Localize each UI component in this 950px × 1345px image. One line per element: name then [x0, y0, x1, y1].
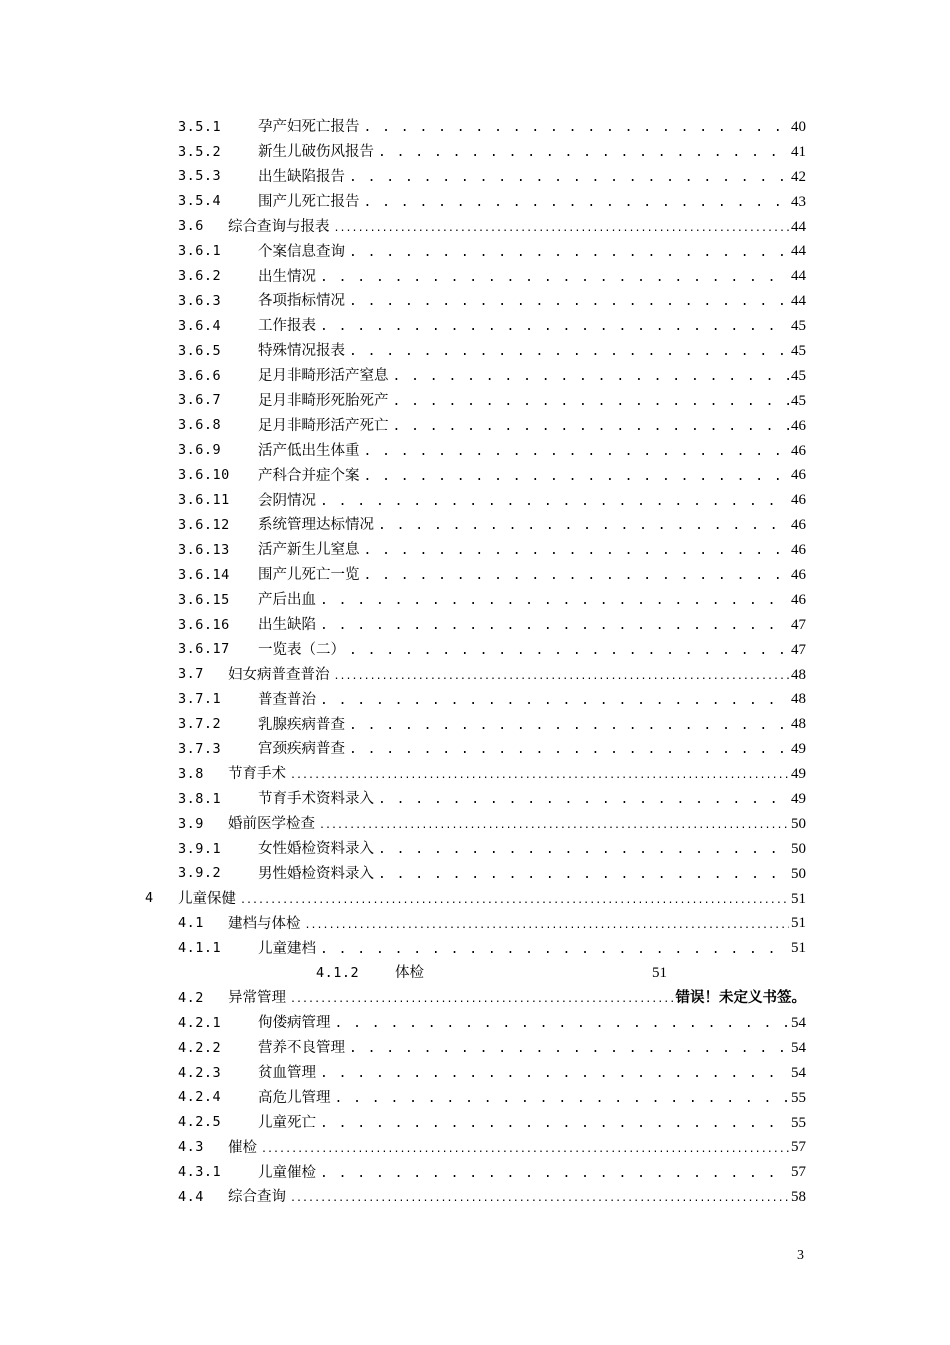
toc-entry[interactable]	[0, 563, 950, 588]
toc-entry-title: 节育手术资料录入	[258, 791, 374, 808]
toc-entry-number: 4	[145, 890, 154, 907]
toc-entry-title: 孕产妇死亡报告	[258, 119, 360, 136]
toc-entry-number: 4.2.4	[178, 1089, 222, 1106]
toc-entry-page: 49	[791, 741, 806, 758]
toc-entry-page: 44	[791, 243, 806, 260]
toc-entry-page: 57	[791, 1139, 806, 1156]
toc-entry-page: 47	[791, 616, 806, 633]
toc-entry[interactable]	[0, 339, 950, 364]
dot-leader	[319, 817, 789, 832]
toc-entry-page: 43	[791, 193, 806, 210]
dot-leader	[393, 419, 790, 434]
toc-entry-title: 工作报表	[258, 318, 316, 335]
dot-leader	[320, 618, 789, 633]
toc-entry-number: 4.2	[178, 989, 204, 1006]
dot-leader	[334, 220, 790, 235]
dot-leader	[378, 518, 789, 533]
toc-entry-title: 综合查询	[228, 1189, 286, 1206]
toc-entry[interactable]	[0, 439, 950, 464]
dot-leader	[364, 543, 790, 558]
dot-leader	[320, 319, 789, 334]
toc-entry-number: 4.2.5	[178, 1114, 222, 1131]
dot-leader	[335, 1016, 790, 1031]
toc-entry-page: 48	[791, 716, 806, 733]
toc-entry-number: 3.9.2	[178, 865, 222, 882]
dot-leader	[364, 444, 790, 459]
dot-leader	[320, 1066, 789, 1081]
toc-entry-number: 3.7.3	[178, 740, 222, 757]
toc-entry-title: 婚前医学检查	[228, 816, 315, 833]
toc-entry-number: 3.5.1	[178, 118, 222, 135]
toc-entry[interactable]	[0, 414, 950, 439]
toc-entry-title: 宫颈疾病普查	[258, 741, 345, 758]
toc-entry-number: 4.2.2	[178, 1039, 222, 1056]
toc-entry-page: 45	[791, 318, 806, 335]
toc-entry[interactable]	[0, 1086, 950, 1111]
toc-entry-number: 3.6.1	[178, 243, 222, 260]
toc-entry-page: 54	[791, 1015, 806, 1031]
dot-leader	[334, 668, 790, 683]
toc-entry-title: 特殊情况报表	[258, 343, 345, 360]
toc-entry-title: 围产儿死亡一览	[258, 567, 360, 584]
toc-entry-page: 45	[791, 367, 806, 384]
toc-entry-number: 3.9.1	[178, 840, 222, 857]
toc-entry-title: 贫血管理	[258, 1065, 316, 1082]
toc-entry-title: 足月非畸形活产死亡	[258, 417, 389, 434]
toc-entry-page: 48	[791, 666, 806, 683]
toc-entry-number: 3.6.3	[178, 292, 222, 309]
dot-leader	[349, 718, 789, 733]
dot-leader	[364, 469, 790, 484]
dot-leader	[364, 568, 790, 583]
toc-entry-number: 3.6	[178, 218, 204, 235]
toc-entry-number: 4.4	[178, 1188, 204, 1205]
dot-leader	[364, 195, 790, 210]
toc-entry[interactable]	[0, 961, 950, 986]
toc-entry-title: 男性婚检资料录入	[258, 865, 374, 882]
toc-entry-number: 3.6.17	[178, 641, 230, 658]
toc-entry-page: 46	[791, 467, 806, 484]
toc-entry-page: 49	[791, 790, 806, 807]
toc-entry-number: 3.7.2	[178, 716, 222, 733]
toc-entry-page: 46	[791, 492, 806, 509]
toc-entry-page: 51	[791, 915, 806, 932]
toc-entry[interactable]	[0, 862, 950, 887]
toc-entry-number: 3.6.8	[178, 417, 222, 434]
toc-entry-page: 41	[791, 143, 806, 160]
toc-entry-title: 围产儿死亡报告	[258, 193, 360, 210]
table-of-contents	[0, 115, 950, 1210]
toc-entry-title: 产后出血	[258, 592, 316, 609]
toc-entry-title: 建档与体检	[228, 915, 301, 932]
toc-entry-page: 40	[791, 118, 806, 135]
toc-entry-page: 47	[791, 641, 806, 658]
toc-entry-number: 4.3.1	[178, 1164, 222, 1181]
toc-entry[interactable]	[0, 837, 950, 862]
toc-entry-title: 节育手术	[228, 766, 286, 783]
toc-entry[interactable]	[0, 762, 950, 787]
dot-leader	[349, 344, 789, 359]
toc-entry-page: 44	[791, 293, 806, 310]
toc-entry-number: 3.6.9	[178, 442, 222, 459]
dot-leader	[240, 892, 789, 907]
toc-entry[interactable]	[0, 314, 950, 339]
toc-entry[interactable]	[0, 239, 950, 264]
toc-entry-title: 儿童催检	[258, 1164, 316, 1181]
toc-entry[interactable]	[0, 190, 950, 215]
toc-entry-page: 44	[791, 268, 806, 285]
toc-entry-number: 3.9	[178, 815, 204, 832]
toc-entry[interactable]	[0, 737, 950, 762]
toc-entry[interactable]	[0, 488, 950, 513]
toc-entry-page: 46	[791, 566, 806, 583]
toc-entry[interactable]	[0, 936, 950, 961]
toc-entry-page: 50	[791, 865, 806, 882]
toc-entry[interactable]	[0, 1061, 950, 1086]
toc-entry[interactable]	[0, 663, 950, 688]
toc-entry-number: 3.6.7	[178, 392, 222, 409]
toc-entry-page: 57	[791, 1164, 806, 1181]
toc-entry[interactable]	[0, 912, 950, 937]
toc-entry-page: 46	[791, 517, 806, 534]
toc-entry-number: 3.6.5	[178, 342, 222, 359]
toc-entry-page: 51	[791, 940, 806, 957]
dot-leader	[349, 643, 789, 658]
toc-entry-title: 异常管理	[228, 990, 286, 1007]
toc-entry-page: 58	[791, 1189, 806, 1206]
toc-entry-title: 出生缺陷	[258, 617, 316, 633]
toc-entry-title: 综合查询与报表	[228, 218, 330, 235]
toc-entry-number: 4.1	[178, 915, 204, 932]
toc-entry[interactable]	[0, 638, 950, 663]
dot-leader	[290, 1190, 789, 1205]
toc-entry-number: 4.3	[178, 1139, 204, 1156]
toc-entry-title: 高危儿管理	[258, 1089, 331, 1106]
toc-entry-title: 营养不良管理	[258, 1040, 345, 1057]
toc-entry[interactable]	[0, 1185, 950, 1210]
toc-entry-title: 一览表（二）	[258, 641, 345, 658]
toc-entry[interactable]	[0, 463, 950, 488]
toc-entry-page: 46	[791, 417, 806, 434]
dot-leader	[364, 120, 790, 135]
toc-entry-page: 48	[791, 691, 806, 708]
toc-entry-number: 4.1.1	[178, 940, 222, 957]
toc-entry-number: 3.6.16	[178, 616, 230, 633]
toc-entry-page: 50	[791, 815, 806, 832]
dot-leader	[393, 369, 790, 384]
toc-entry-page: 51	[791, 890, 806, 907]
toc-entry[interactable]	[0, 613, 950, 638]
toc-entry-title: 新生儿破伤风报告	[258, 144, 374, 161]
toc-entry-title: 足月非畸形死胎死产	[258, 392, 389, 409]
toc-entry-page: 45	[791, 392, 806, 409]
toc-entry-title: 女性婚检资料录入	[258, 841, 374, 858]
toc-entry-title: 活产新生儿窒息	[258, 542, 360, 559]
dot-leader	[393, 394, 790, 409]
toc-entry-number: 4.1.2	[316, 964, 360, 981]
toc-entry-number: 3.6.15	[178, 591, 230, 608]
toc-entry-title: 普查普治	[258, 691, 316, 708]
toc-entry[interactable]	[0, 264, 950, 289]
toc-entry[interactable]	[0, 812, 950, 837]
toc-entry-page: 54	[791, 1064, 806, 1081]
toc-entry-page: 44	[791, 218, 806, 235]
dot-leader	[290, 767, 789, 782]
page-number: 3	[797, 1248, 804, 1263]
toc-entry-page: 55	[791, 1114, 806, 1131]
toc-entry-number: 3.6.2	[178, 268, 222, 285]
toc-entry-title: 乳腺疾病普查	[258, 716, 345, 733]
dot-leader	[349, 1041, 789, 1056]
toc-entry[interactable]	[0, 140, 950, 165]
toc-entry-page: 46	[791, 591, 806, 608]
dot-leader	[320, 494, 789, 509]
toc-entry-title: 会阴情况	[258, 492, 316, 509]
toc-entry-number: 3.7	[178, 666, 204, 683]
dot-leader	[261, 1141, 789, 1156]
toc-entry[interactable]	[0, 538, 950, 563]
toc-entry-number: 3.6.13	[178, 541, 230, 558]
toc-entry-number: 3.6.14	[178, 566, 230, 583]
toc-entry-number: 3.5.3	[178, 168, 222, 185]
bookmark-error-text: 错误！未定义书签。	[675, 990, 806, 1007]
toc-entry[interactable]	[0, 1011, 950, 1036]
toc-entry[interactable]	[0, 215, 950, 240]
toc-entry[interactable]	[0, 787, 950, 812]
dot-leader	[378, 867, 789, 882]
toc-entry-page: 49	[791, 766, 806, 783]
toc-entry-page: 51	[652, 965, 667, 982]
toc-entry[interactable]	[0, 289, 950, 314]
toc-entry-number: 4.2.1	[178, 1014, 222, 1031]
toc-entry[interactable]	[0, 115, 950, 140]
dot-leader	[378, 145, 789, 160]
dot-leader	[349, 742, 789, 757]
toc-entry-title: 体检	[395, 965, 424, 982]
toc-entry[interactable]	[0, 986, 950, 1011]
toc-entry[interactable]	[0, 1036, 950, 1061]
toc-entry-title: 佝偻病管理	[258, 1015, 331, 1032]
dot-leader	[320, 1116, 789, 1131]
toc-entry[interactable]	[0, 513, 950, 538]
toc-entry[interactable]	[0, 364, 950, 389]
toc-entry-title: 儿童死亡	[258, 1114, 316, 1131]
toc-entry-title: 系统管理达标情况	[258, 517, 374, 534]
toc-entry-page: 46	[791, 542, 806, 559]
toc-entry-page: 45	[791, 342, 806, 359]
dot-leader	[320, 1166, 789, 1181]
dot-leader	[320, 693, 789, 708]
toc-entry-number: 3.6.4	[178, 317, 222, 334]
toc-entry-page: 42	[791, 168, 806, 185]
dot-leader	[305, 917, 790, 932]
toc-entry-title: 个案信息查询	[258, 243, 345, 260]
toc-entry-number: 3.7.1	[178, 691, 222, 708]
toc-entry-title: 催检	[228, 1139, 257, 1156]
toc-entry-number: 3.6.6	[178, 367, 222, 384]
dot-leader	[378, 792, 789, 807]
dot-leader	[320, 942, 789, 957]
dot-leader	[378, 842, 789, 857]
toc-entry[interactable]	[0, 1111, 950, 1136]
toc-entry-title: 活产低出生体重	[258, 442, 360, 459]
toc-entry-page: 50	[791, 840, 806, 857]
toc-entry-page: 46	[791, 442, 806, 459]
dot-leader	[320, 270, 789, 285]
dot-leader	[335, 1091, 790, 1106]
toc-entry[interactable]	[0, 1160, 950, 1185]
toc-entry-number: 4.2.3	[178, 1064, 222, 1081]
toc-entry-number: 3.5.4	[178, 193, 222, 210]
toc-entry-number: 3.8	[178, 765, 204, 782]
toc-entry-title: 出生缺陷报告	[258, 168, 345, 185]
toc-entry-number: 3.5.2	[178, 143, 222, 160]
toc-entry[interactable]	[0, 687, 950, 712]
toc-entry-title: 产科合并症个案	[258, 467, 360, 484]
toc-entry-number: 3.6.11	[178, 492, 230, 509]
dot-leader	[349, 170, 789, 185]
toc-entry[interactable]	[0, 712, 950, 737]
toc-entry-title: 妇女病普查普治	[228, 666, 330, 683]
toc-entry[interactable]	[0, 1136, 950, 1161]
toc-entry[interactable]	[0, 588, 950, 613]
toc-entry-number: 3.6.10	[178, 467, 230, 484]
toc-entry-number: 3.6.12	[178, 516, 230, 533]
toc-entry[interactable]	[0, 165, 950, 190]
toc-entry-page: 55	[791, 1089, 806, 1106]
toc-entry-title: 足月非畸形活产窒息	[258, 368, 389, 385]
dot-leader	[349, 245, 789, 260]
dot-leader	[320, 593, 789, 608]
toc-entry[interactable]	[0, 887, 950, 912]
toc-entry-number: 3.8.1	[178, 790, 222, 807]
toc-entry-title: 儿童建档	[258, 940, 316, 957]
toc-entry-title: 儿童保健	[178, 890, 236, 907]
toc-entry-page: 54	[791, 1039, 806, 1056]
toc-entry-title: 各项指标情况	[258, 293, 345, 310]
toc-entry[interactable]	[0, 389, 950, 414]
dot-leader	[349, 294, 789, 309]
dot-leader	[290, 991, 674, 1006]
toc-entry-title: 出生情况	[258, 268, 316, 285]
